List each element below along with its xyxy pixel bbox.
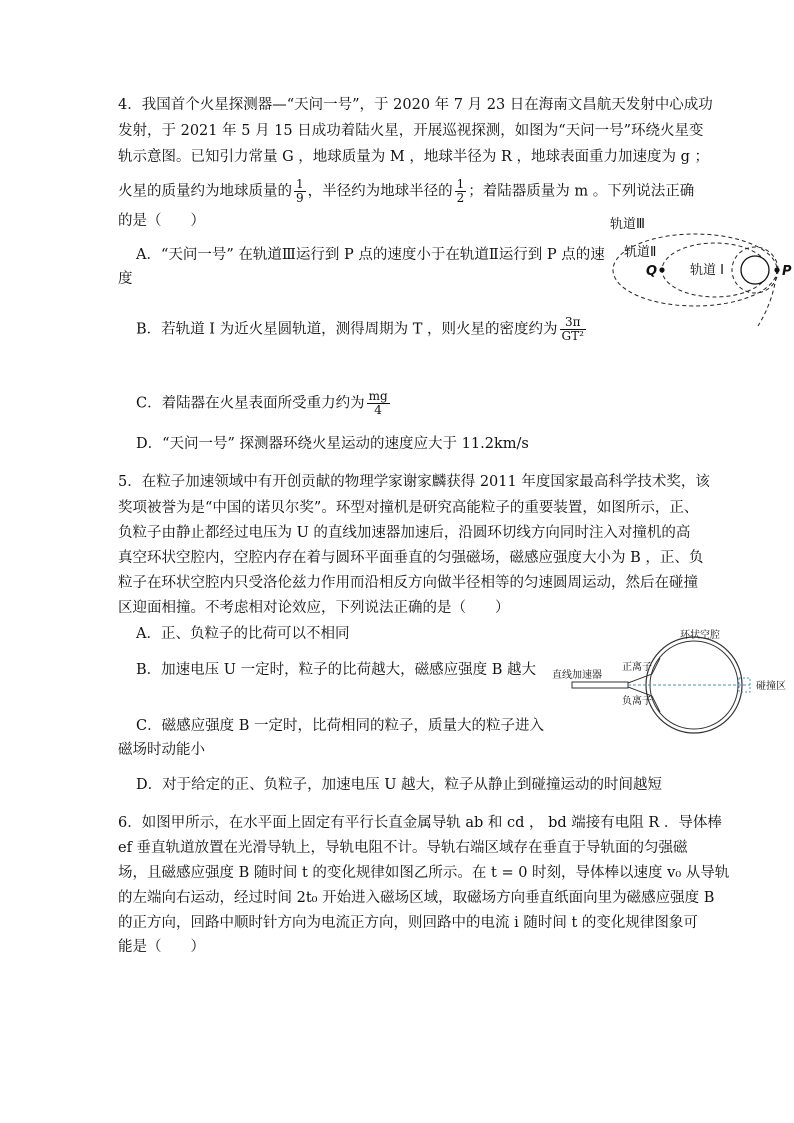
orbit-diagram [598, 208, 794, 336]
orbit-2-label: 轨道Ⅱ [624, 245, 657, 260]
q5-line-6: 区迎面相撞。不考虑相对论效应，下列说法正确的是（ ） [118, 600, 510, 616]
q5-line-3: 负粒子由静止都经过电压为 U 的直线加速器加速后，沿圆环切线方向同时注入对撞机的高 [118, 525, 691, 541]
positive-ion-label: 正离子 [622, 662, 652, 673]
linear-accelerator [572, 682, 628, 688]
q6-line-2: ef 垂直轨道放置在光滑导轨上，导轨电阻不计。导轨右端区域存在垂直于导轨面的匀强磁 [118, 840, 688, 856]
q4-line-4-part-a: 火星的质量约为地球质量的 [118, 183, 292, 200]
orbit-3-label: 轨道Ⅲ [610, 217, 645, 232]
q4-line-2: 发射，于 2021 年 5 月 15 日成功着陆火星，开展巡视探测，如图为“天问一号”环绕火星变 [118, 123, 704, 139]
q5-option-c-line-2: 磁场时动能小 [118, 742, 205, 758]
cavity-label: 环状空腔 [680, 630, 720, 641]
q5-line-5: 粒子在环状空腔内只受洛伦兹力作用而沿相反方向做半径相等的匀速圆周运动，然后在碰撞 [118, 575, 698, 591]
point-p-label: P [782, 264, 792, 279]
q6-line-1: 6．如图甲所示，在水平面上固定有平行长直金属导轨 ab 和 cd ， bd 端接有电阻 R ．导体棒 [118, 815, 722, 831]
point-q-dot [659, 267, 664, 272]
q5-line-2: 奖项被誉为是“中国的诺贝尔奖”。环型对撞机是研究高能粒子的重要装置，如图所示，正、 [118, 500, 699, 516]
q6-line-4: 的左端向右运动，经过时间 2t₀ 开始进入磁场区域，取磁场方向垂直纸面向里为磁感应强度 B [118, 890, 715, 906]
collider-diagram [552, 628, 794, 738]
q4-option-a-line-2: 度 [118, 271, 133, 287]
fraction-mg-4: $\frac{mg}{4}$ [368, 389, 388, 417]
mars-planet [741, 256, 769, 284]
collision-zone-label: 碰撞区 [756, 681, 786, 692]
q4-line-3: 轨示意图。已知引力常量 G ，地球质量为 M ，地球半径为 R ，地球表面重力加速度为 g ； [118, 149, 709, 165]
q5-line-4: 真空环状空腔内，空腔内存在着与圆环平面垂直的匀强磁场，磁感应强度大小为 B ，正、负 [118, 550, 704, 566]
q5-option-c-line-1: C．磁感应强度 B 一定时，比荷相同的粒子，质量大的粒子进入 [136, 718, 544, 734]
point-q-label: Q [646, 264, 658, 279]
q4-option-d: D．“天问一号” 探测器环绕火星运动的速度应大于 11.2km/s [136, 436, 529, 452]
q4-line-4-part-c: ；着陆器质量为 m 。下列说法正确 [468, 183, 695, 200]
negative-ion-label: 负离子 [622, 696, 652, 707]
q6-line-6: 能是（ ） [118, 939, 205, 955]
q4-option-b: B．若轨道 I 为近火星圆轨道，测得周期为 T ，则火星的密度约为 $\frac{3\pi}{\text{GT²}}$ [136, 315, 584, 343]
orbit-1-label: 轨道 I [690, 263, 724, 278]
accelerator-label: 直线加速器 [552, 670, 602, 681]
fraction-3pi-gt2: $\frac{3\pi}{\text{GT²}}$ [561, 315, 584, 343]
q5-option-d: D．对于给定的正、负粒子，加速电压 U 越大，粒子从静止到碰撞运动的时间越短 [136, 777, 663, 793]
q6-line-5: 的正方向，回路中顺时针方向为电流正方向，则回路中的电流 i 随时间 t 的变化规律图象可 [118, 915, 698, 931]
fraction-one-ninth: $\frac{1}{9}$ [296, 177, 304, 205]
point-p-dot [774, 267, 779, 272]
fraction-one-half: $\frac{1}{2}$ [456, 177, 465, 205]
q4-option-a-line-1: A．“天问一号” 在轨道Ⅲ运行到 P 点的速度小于在轨道Ⅱ运行到 P 点的速 [136, 247, 605, 263]
q4-line-4 [118, 178, 694, 205]
q4-line-5: 的是（ ） [118, 213, 205, 229]
q6-line-3: 场，且磁感应强度 B 随时间 t 的变化规律如图乙所示。在 t = 0 时刻，导体棒以速度 v₀ 从导轨 [118, 865, 730, 881]
q4-line-4-part-b: ，半径约为地球半径的 [307, 183, 453, 200]
q4-line-1: 4．我国首个火星探测器—“天问一号”，于 2020 年 7 月 23 日在海南文昌航天发射中心成功 [118, 97, 713, 113]
q4-option-c: C．着陆器在火星表面所受重力约为 $\frac{mg}{4}$ [136, 389, 388, 417]
q5-line-1: 5．在粒子加速领域中有开创贡献的物理学家谢家麟获得 2011 年度国家最高科学技术奖，该 [118, 474, 710, 490]
q5-option-a: A．正、负粒子的比荷可以不相同 [136, 626, 350, 642]
q5-option-b: B．加速电压 U 一定时，粒子的比荷越大，磁感应强度 B 越大 [136, 662, 536, 678]
